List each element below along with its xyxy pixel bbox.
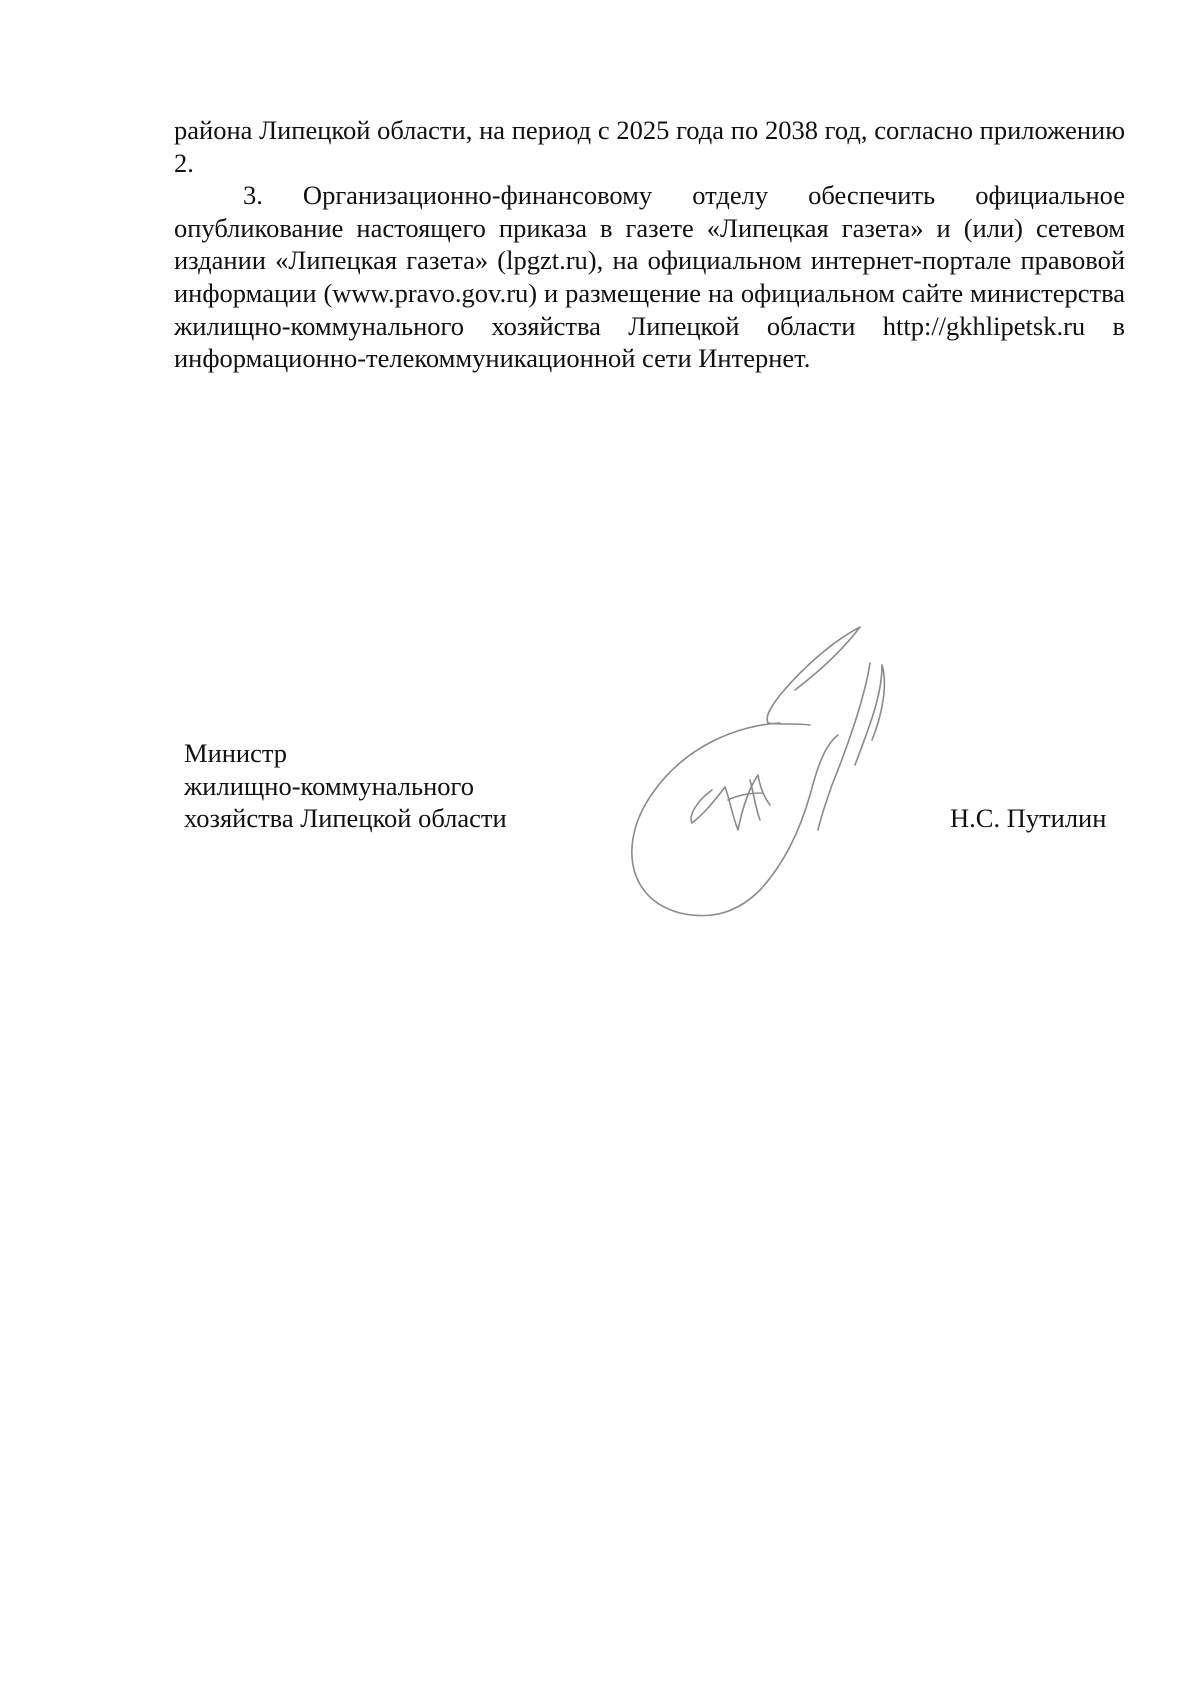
paragraph-item-3: 3. Организационно-финансовому отделу обеспечить официальное опубликование настоящего приказа в газете «Липецкая газета» и (или) сетевом издании «Липецкая газета» (lpgzt.ru), на официальном интернет-портале правовой информации (www.pravo.gov.ru) и размещение на официальном сайте министерства жилищно-коммунального хозяйства Липецкой области http://gkhlipetsk.ru в информационно-телекоммуникационной сети Интернет. xyxy=(174,180,1125,374)
signatory-title-line-2: жилищно-коммунального xyxy=(184,770,474,801)
signatory-title xyxy=(184,737,507,835)
signatory-title-line-3: хозяйства Липецкой области xyxy=(184,803,507,833)
signatory-title-line-1: Министр xyxy=(184,738,288,768)
paragraph-continuation: района Липецкой области, на период с 2025 года по 2038 год, согласно приложению 2. xyxy=(174,115,1125,178)
signatory-name: Н.С. Путилин xyxy=(950,803,1107,833)
document-body xyxy=(174,114,1125,375)
handwritten-signature xyxy=(620,625,920,925)
